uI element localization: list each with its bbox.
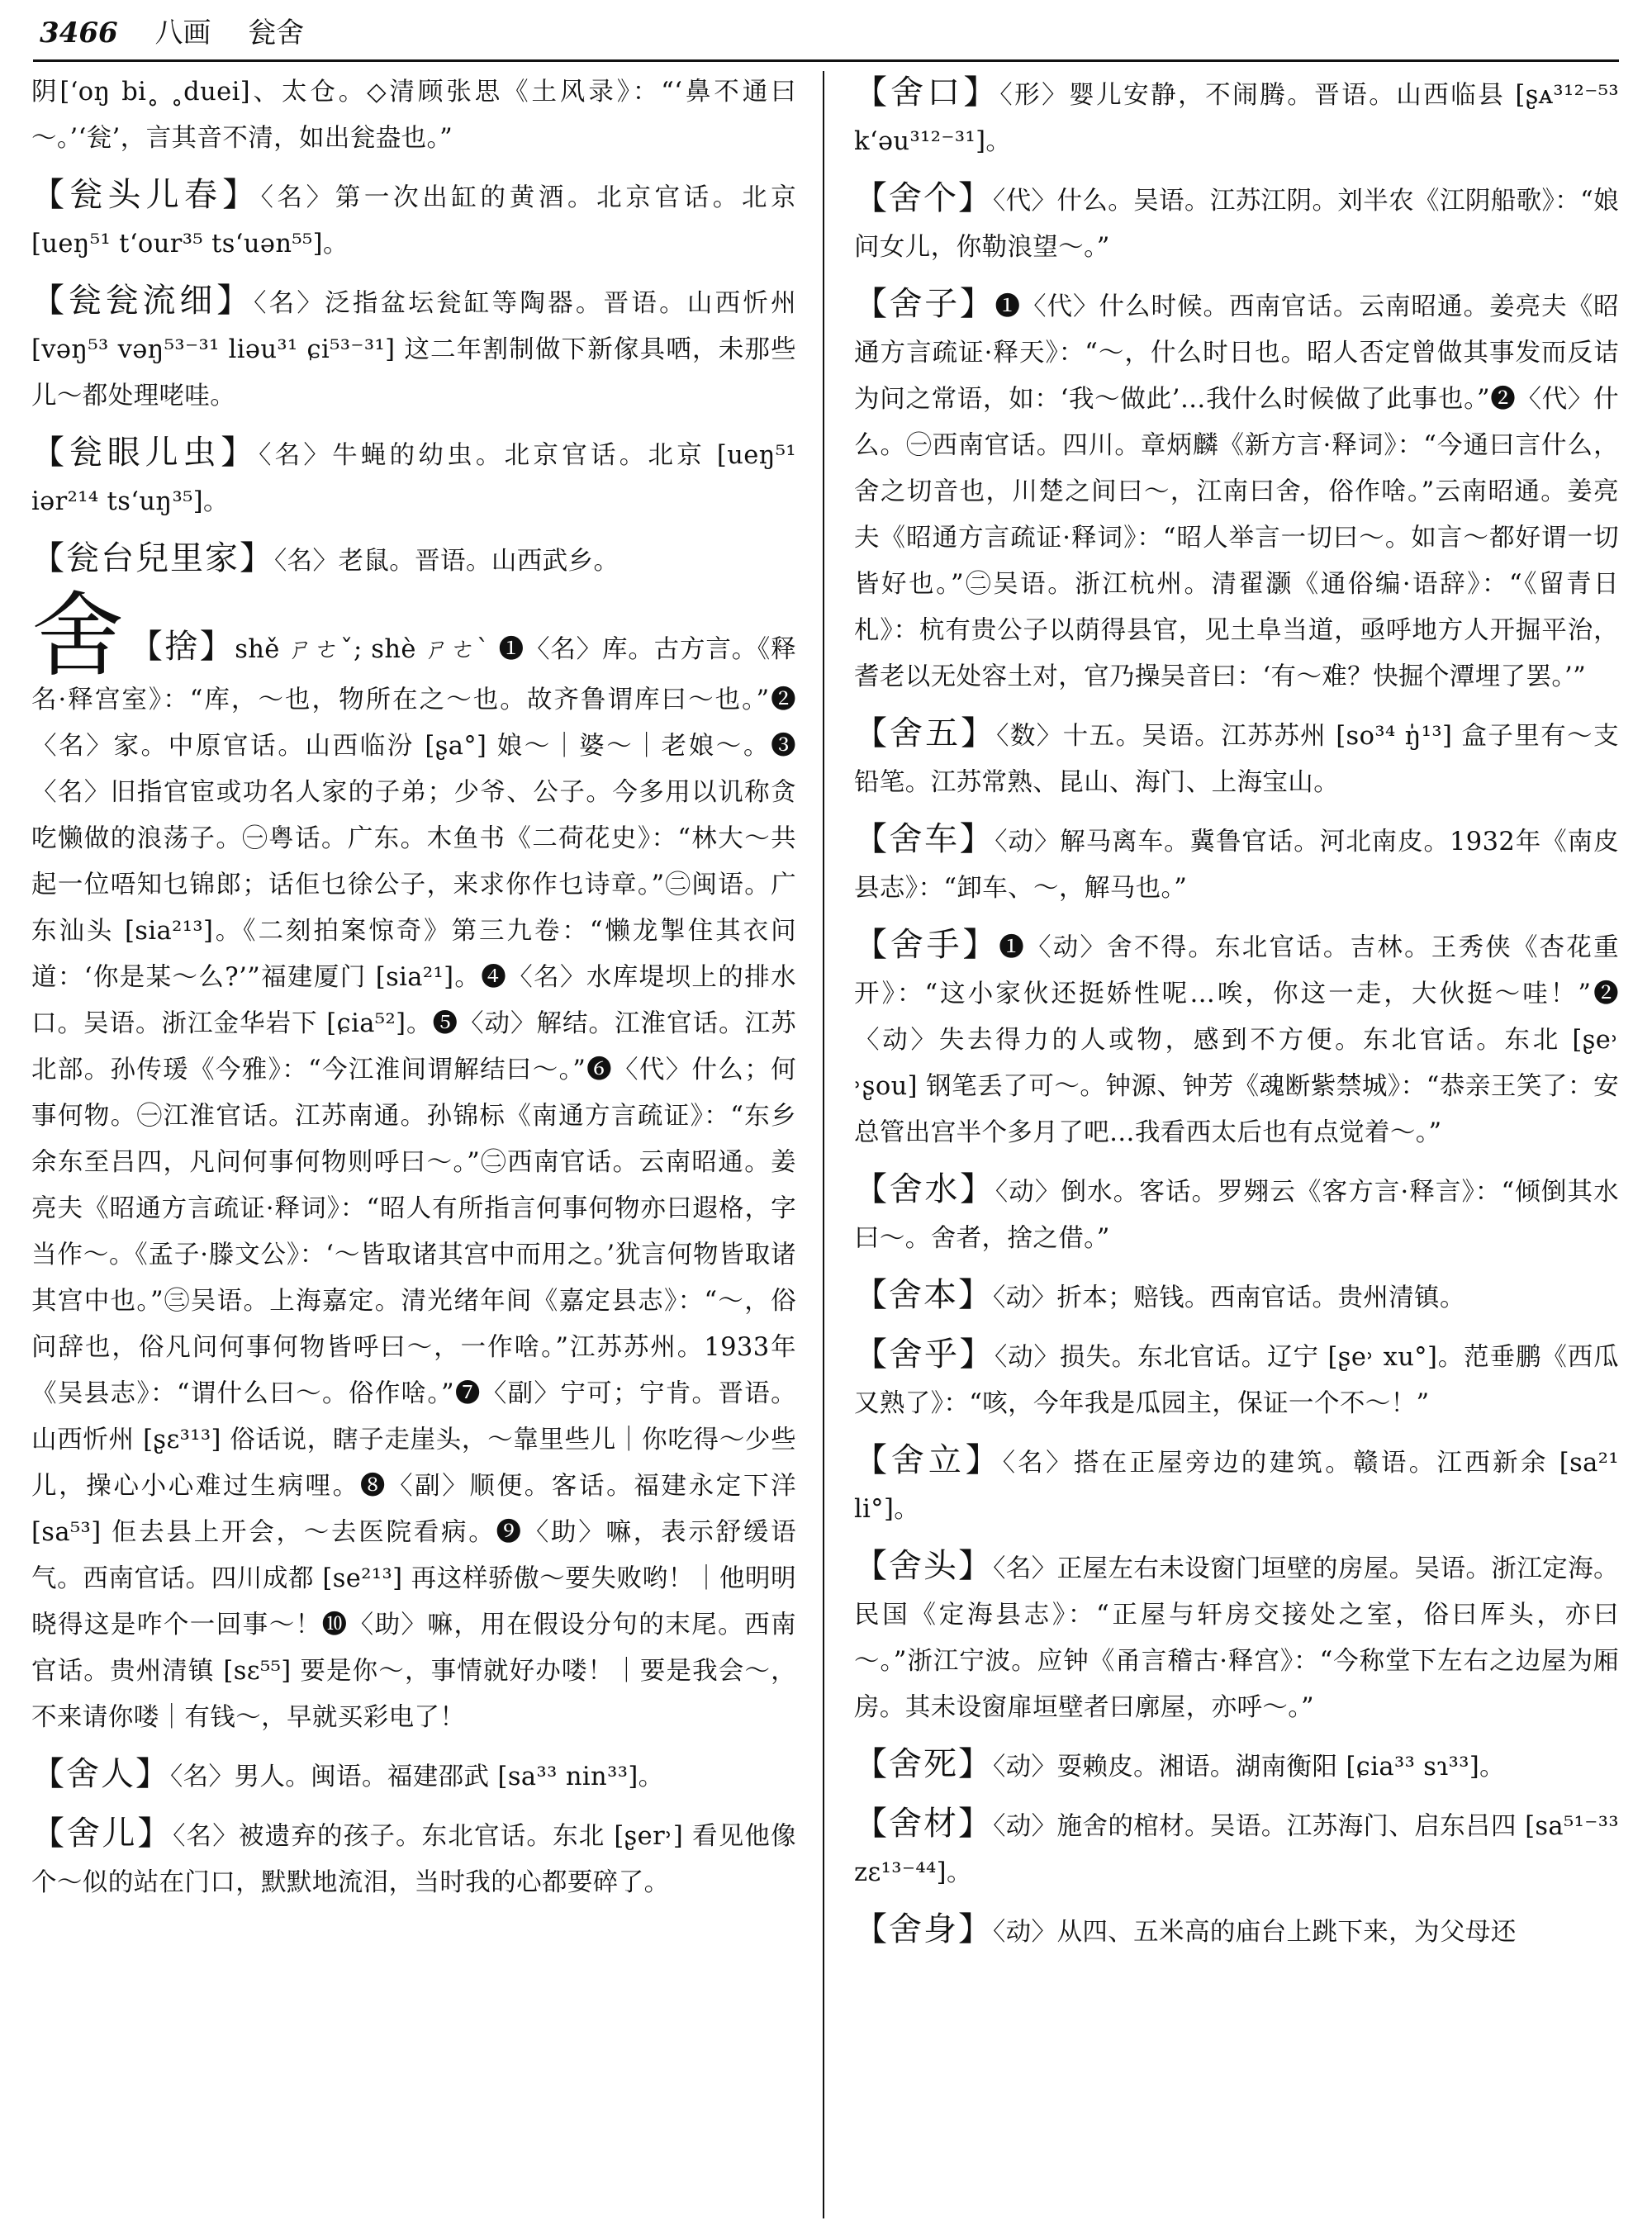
dictionary-entry [854,1741,1619,1791]
bracket-open: 【 [854,179,889,217]
definition: 〈名〉正屋左右未设窗门垣壁的房屋。吴语。浙江定海。民国《定海县志》：“正屋与轩房交接处之室，俗曰厍头，亦曰～。”浙江宁波。应钟《甬言稽古·释宫》：“今称堂下左右之边屋为厢房。其未设窗扉垣壁者曰廓屋，亦呼～。” [854,1554,1620,1722]
dictionary-entry [854,710,1619,806]
bracket-close: 】 [958,179,993,217]
headword [854,285,995,323]
definition: 〈数〉十五。吴语。江苏苏州 [so³⁴ ŋ̍¹³] 盒子里有～支铅笔。江苏常熟、昆山、海门、上海宝山。 [854,722,1620,797]
headword-text: 瓮眼儿虫 [69,434,221,472]
headword-text: 舍子 [889,285,960,323]
headword-text: 舍本 [889,1276,958,1314]
definition: 〈动〉损失。东北官话。辽宁 [ʂe˒ xu°]。范垂鹏《西瓜又熟了》：“咳，今年我是瓜园主，保证一个不～！” [854,1343,1620,1418]
dictionary-entry [31,1751,796,1801]
dictionary-entry [854,1543,1619,1731]
definition: 〈名〉牛蝇的幼虫。北京官话。北京 [ueŋ⁵¹ iər²¹⁴ tsʻuŋ³⁵]。 [31,441,797,516]
definition: 〈代〉什么。吴语。江苏江阴。刘半农《江阴船歌》：“娘问女儿，你勒浪望～。” [854,187,1619,262]
header-section: 八画 [154,17,211,50]
dictionary-entry [854,1437,1619,1533]
headword-text: 舍死 [889,1745,958,1783]
bracket-open: 【 [854,926,890,964]
bracket-open: 【 [854,1745,889,1783]
headword [130,628,235,666]
headword-text: 舍乎 [889,1336,960,1374]
bracket-close: 】 [137,1815,173,1853]
dictionary-entry [854,1272,1619,1321]
bracket-close: 】 [959,285,995,323]
bracket-close: 】 [135,1755,170,1793]
bracket-close: 】 [958,1547,994,1585]
headword-text: 舍头 [889,1547,959,1585]
headword [854,1336,995,1374]
dictionary-entry [31,278,796,420]
bracket-open: 【 [31,539,66,577]
bracket-open: 【 [854,820,890,858]
bracket-open: 【 [854,1276,889,1314]
bracket-close: 】 [960,1170,995,1208]
headword [854,714,996,752]
bracket-open: 【 [31,282,69,320]
definition: shě ㄕㄜˇ; shè ㄕㄜˋ ❶〈名〉库。古方言。《释名·释宫室》：“库，～也，物所在之～也。故齐鲁谓库曰～也。”❷〈名〉家。中原官话。山西临汾 [ʂa°] 娘～｜婆～｜老娘～。❸〈名〉旧指官宦或功名人家的子弟；少爷、公子。今多用以讥称贪吃懒做的浪荡子。㊀粤话。广东。木鱼书《二荷花史》：“林大～共起一位唔知乜锦郎；话佢乜徐公子，来求你作乜诗章。”㊁闽语。广东汕头 [sia²¹³]。《二刻拍案惊奇》第三九卷：“懒龙掣住其衣问道：‘你是某～么?’”福建厦门 [sia²¹]。❹〈名〉水库堤坝上的排水口。吴语。浙江金华岩下 [ɕia⁵²]。❺〈动〉解结。江淮官话。江苏北部。孙传瑗《今雅》：“今江淮间谓解结曰～。”❻〈代〉什么；何事何物。㊀江淮官话。江苏南通。孙锦标《南通方言疏证》：“东乡余东至吕四，凡问何事何物则呼曰～。”㊁西南官话。云南昭通。姜亮夫《昭通方言疏证·释词》：“昭人有所指言何事何物亦曰遐格，字当作～。《孟子·滕文公》：‘～皆取诸其宫中而用之。’犹言何物皆取诸其宫中也。”㊂吴语。上海嘉定。清光绪年间《嘉定县志》：“～，俗问辞也，俗凡问何事何物皆呼曰～，一作啥。”江苏苏州。1933年《吴县志》：“谓什么曰～。俗作啥。”❼〈副〉宁可；宁肯。晋语。山西忻州 [ʂɛ³¹³] 俗话说，瞎子走崖头，～靠里些儿｜你吃得～少些儿，操心小心难过生病哩。❽〈副〉顺便。客话。福建永定下洋 [sa⁵³] 佢去县上开会，～去医院看病。❾〈助〉嘛，表示舒缓语气。西南官话。四川成都 [se²¹³] 再这样骄傲～要失败哟！｜他明明晓得这是咋个一回事～！❿〈助〉嘛，用在假设分句的末尾。西南官话。贵州清镇 [sɛ⁵⁵] 要是你～，事情就好办喽！｜要是我会～，不来请你喽｜有钱～，早就买彩电了！ [31,635,797,1732]
definition: 〈名〉泛指盆坛瓮缸等陶器。晋语。山西忻州 [vəŋ⁵³ vəŋ⁵³⁻³¹ liəu³¹ ɕi⁵³⁻³¹] 这二年割制做下新傢具哂，未那些儿～都处理咾哇。 [31,289,797,410]
left-column [31,69,796,1916]
definition: 〈形〉婴儿安静，不闹腾。晋语。山西临县 [ʂᴀ³¹²⁻⁵³ kʻəu³¹²⁻³¹]。 [854,81,1620,156]
dictionary-entry [31,1810,796,1906]
bracket-close: 】 [216,282,254,320]
headword-text: 捨 [164,628,200,666]
dictionary-entry [31,535,796,585]
headword [854,1547,993,1585]
headword [854,1441,1003,1479]
bracket-close: 】 [958,1805,994,1843]
dictionary-entry [854,281,1619,700]
definition: 〈动〉解马离车。冀鲁官话。河北南皮。1932年《南皮县志》：“卸车、～，解马也。” [854,828,1619,903]
dictionary-entry [31,172,796,268]
definition: 〈名〉老鼠。晋语。山西武乡。 [274,547,620,576]
headword-text: 瓮头儿春 [69,176,223,214]
headword-text: 舍身 [889,1910,958,1948]
headword-text: 舍儿 [66,1815,138,1853]
bracket-close: 】 [958,1276,993,1314]
bracket-close: 】 [959,820,995,858]
column-divider [823,71,824,2218]
bracket-open: 【 [31,176,70,214]
headword [854,1170,995,1208]
bracket-close: 】 [222,176,261,214]
headword [31,434,259,472]
dictionary-entry [854,1166,1619,1262]
bracket-close: 】 [958,1745,993,1783]
dictionary-entry [854,1801,1619,1896]
headword-text: 舍人 [66,1755,135,1793]
definition: 〈名〉被遗弃的孩子。东北官话。东北 [ʂer˒] 看见他像个～似的站在门口，默默地流泪，当时我的心都要碎了。 [31,1822,796,1897]
headword [854,1910,993,1948]
dictionary-entry [854,1331,1619,1427]
bracket-open: 【 [854,1441,891,1479]
dictionary-entry [854,1906,1619,1956]
definition: 〈动〉从四、五米高的庙台上跳下来，为父母还 [993,1918,1517,1947]
definition: ❶〈代〉什么时候。西南官话。云南昭通。姜亮夫《昭通方言疏证·释天》：“～，什么时日也。昭人否定曾做其事发而反诘为问之常语，如：‘我～做此’…我什么时候做了此事也。”❷〈代〉什么。㊀西南官话。四川。章炳麟《新方言·释词》：“今通曰言什么，舍之切音也，川楚之间曰～，江南曰舍，俗作啥。”云南昭通。姜亮夫《昭通方言疏证·释词》：“昭人举言一切曰～。如言～都好谓一切皆好也。”㊁吴语。浙江杭州。清翟灏《通俗编·语辞》：“《留青日札》：杭有贵公子以荫得县官，见土阜当道，亟呼地方人开掘平治，耆老以无处容土对，官乃操吴音曰：‘有～难？快掘个潭埋了罢。’” [854,292,1619,691]
bracket-open: 【 [854,1170,890,1208]
bracket-close: 】 [240,539,274,577]
dictionary-entry [854,175,1619,271]
page-number: 3466 [40,17,118,50]
bracket-open: 【 [31,1755,66,1793]
headword [31,176,261,214]
headword-text: 舍立 [890,1441,966,1479]
headword [854,1805,993,1843]
bracket-close: 】 [959,1336,995,1374]
bracket-open: 【 [854,1547,890,1585]
definition: 〈动〉施舍的棺材。吴语。江苏海门、启东吕四 [sa⁵¹⁻³³ zɛ¹³⁻⁴⁴]。 [854,1812,1620,1887]
definition: 〈名〉男人。闽语。福建邵武 [sa³³ nin³³]。 [170,1763,664,1791]
bracket-close: 】 [961,714,997,752]
dictionary-entry [854,922,1619,1156]
bracket-open: 【 [854,1910,889,1948]
headword [854,926,999,964]
headword [31,1815,173,1853]
bracket-open: 【 [31,434,69,472]
dictionary-entry [854,816,1619,912]
bracket-open: 【 [31,1815,67,1853]
headword [31,282,254,320]
headword [31,1755,170,1793]
header-rule [33,59,1619,62]
headword-text: 瓮瓮流细 [68,282,217,320]
definition: 〈动〉折本；赔钱。西南官话。贵州清镇。 [993,1283,1465,1312]
bracket-close: 】 [958,1910,993,1948]
definition: 〈名〉第一次出缸的黄酒。北京官话。北京 [ueŋ⁵¹ tʻour³⁵ tsʻuən⁵⁵]。 [31,183,797,259]
headword [854,179,993,217]
definition: 〈名〉搭在正屋旁边的建筑。赣语。江西新余 [sa²¹ li°]。 [854,1449,1620,1524]
headword-text: 舍个 [889,179,958,217]
bracket-open: 【 [854,285,890,323]
headword-text: 舍材 [889,1805,959,1843]
header-range: 瓮舍 [248,17,305,50]
bracket-close: 】 [199,628,235,666]
headword-text: 舍车 [889,820,960,858]
continuation-text: 阴[ʻoŋ bi˳ ˳duei]、太仓。◇清顾张思《土风录》：“‘鼻不通曰～。’‘瓮’，言其音不清，如出瓮盎也。” [31,78,796,153]
bracket-close: 】 [221,434,259,472]
bracket-open: 【 [854,714,890,752]
bracket-open: 【 [854,74,891,112]
bracket-open: 【 [854,1336,890,1374]
definition: ❶〈动〉舍不得。东北官话。吉林。王秀侠《杏花重开》：“这小家伙还挺娇性呢…唉，你这一走，大伙挺～哇！”❷〈动〉失去得力的人或物，感到不方便。东北官话。东北 [ʂe˒ ˒ʂou] 钢笔丢了可～。钟源、钟芳《魂断紫禁城》：“恭亲王笑了：安总管出宫半个多月了吧…我看西太后也有点觉着～。” [854,933,1620,1147]
headword-text: 舍五 [890,714,961,752]
bracket-open: 【 [129,628,165,666]
definition: 〈动〉倒水。客话。罗翙云《客方言·释言》：“倾倒其水曰～。舍者，捨之借。” [854,1178,1620,1253]
bracket-open: 【 [854,1805,890,1843]
headword-text: 瓮台兒里家 [66,539,240,577]
headword [854,1276,993,1314]
headword-text: 舍水 [889,1170,961,1208]
dictionary-entry [31,429,796,525]
definition: 〈动〉耍赖皮。湘语。湖南衡阳 [ɕia³³ sɿ³³]。 [993,1753,1506,1782]
headword [854,1745,993,1783]
headword-text: 舍口 [890,74,964,112]
bracket-close: 】 [963,74,1000,112]
page-header [40,12,1617,55]
headword [854,74,999,112]
bracket-close: 】 [965,1441,1003,1479]
headword [31,539,274,577]
right-column [854,69,1619,1966]
dictionary-entry [854,69,1619,165]
dictionary-entry [31,582,797,1741]
bracket-close: 】 [962,926,999,964]
headword-text: 舍手 [890,926,963,964]
headword [854,820,995,858]
headword-character: 舍 [31,582,125,690]
